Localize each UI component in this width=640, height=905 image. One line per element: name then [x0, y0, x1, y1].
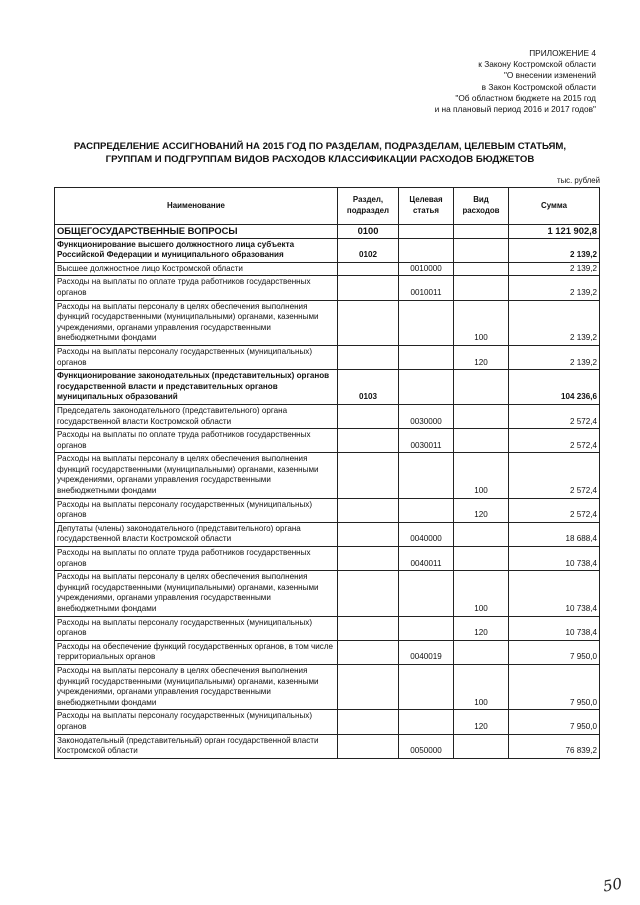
table-row	[55, 404, 600, 428]
cell-name: Расходы на обеспечение функций государственных органов, в том числе территориальных органов	[55, 640, 338, 664]
cell-name: Расходы на выплаты по оплате труда работников государственных органов	[55, 547, 338, 571]
cell-name: Функционирование законодательных (представительных) органов государственной власти и представительных органов муниципальных образований	[55, 370, 338, 405]
cell-kind: 100	[454, 300, 509, 345]
cell-name: Расходы на выплаты по оплате труда работников государственных органов	[55, 429, 338, 453]
cell-name: Расходы на выплаты персоналу государственных (муниципальных) органов	[55, 345, 338, 369]
table-row	[55, 429, 600, 453]
cell-target: 0030000	[399, 404, 454, 428]
cell-name: Расходы на выплаты персоналу государственных (муниципальных) органов	[55, 616, 338, 640]
cell-sum: 10 738,4	[509, 547, 600, 571]
table-row	[55, 262, 600, 276]
table-header-row	[55, 188, 600, 225]
table-row	[55, 370, 600, 405]
table-row	[55, 640, 600, 664]
budget-table	[54, 187, 600, 759]
table-row	[55, 522, 600, 546]
cell-section	[338, 547, 399, 571]
table-row	[55, 616, 600, 640]
cell-name: Расходы на выплаты персоналу государственных (муниципальных) органов	[55, 710, 338, 734]
cell-section: 0103	[338, 370, 399, 405]
cell-target	[399, 571, 454, 616]
table-row	[55, 734, 600, 758]
cell-sum: 7 950,0	[509, 640, 600, 664]
cell-section	[338, 300, 399, 345]
cell-kind	[454, 262, 509, 276]
cell-sum: 2 139,2	[509, 238, 600, 262]
cell-section	[338, 404, 399, 428]
cell-target: 0050000	[399, 734, 454, 758]
cell-name: Расходы на выплаты персоналу государственных (муниципальных) органов	[55, 498, 338, 522]
cell-kind	[454, 404, 509, 428]
cell-sum: 18 688,4	[509, 522, 600, 546]
table-row	[55, 664, 600, 709]
cell-target	[399, 453, 454, 498]
cell-kind: 100	[454, 571, 509, 616]
appendix-line: к Закону Костромской области	[478, 59, 596, 70]
cell-sum: 7 950,0	[509, 710, 600, 734]
cell-target	[399, 238, 454, 262]
cell-sum: 2 572,4	[509, 498, 600, 522]
document-title	[40, 140, 600, 166]
cell-section	[338, 429, 399, 453]
table-row	[55, 276, 600, 300]
appendix-line: "Об областном бюджете на 2015 год	[455, 92, 596, 103]
cell-section	[338, 498, 399, 522]
cell-sum: 2 572,4	[509, 404, 600, 428]
appendix-header	[336, 48, 596, 115]
cell-kind: 100	[454, 453, 509, 498]
cell-sum: 2 572,4	[509, 453, 600, 498]
cell-section	[338, 571, 399, 616]
cell-name: Депутаты (члены) законодательного (представительного) органа государственной власти Костромской области	[55, 522, 338, 546]
table-row	[55, 453, 600, 498]
cell-name: Председатель законодательного (представительного) органа государственной власти Костромской области	[55, 404, 338, 428]
cell-kind: 100	[454, 664, 509, 709]
cell-kind	[454, 640, 509, 664]
appendix-line: и на плановый период 2016 и 2017 годов"	[434, 104, 596, 115]
cell-sum: 7 950,0	[509, 664, 600, 709]
cell-kind: 120	[454, 616, 509, 640]
cell-section	[338, 664, 399, 709]
cell-name: Расходы на выплаты по оплате труда работников государственных органов	[55, 276, 338, 300]
cell-sum: 104 236,6	[509, 370, 600, 405]
cell-target: 0010011	[399, 276, 454, 300]
cell-target	[399, 616, 454, 640]
cell-sum: 76 839,2	[509, 734, 600, 758]
cell-sum: 2 572,4	[509, 429, 600, 453]
cell-kind	[454, 225, 509, 239]
table-row	[55, 710, 600, 734]
cell-target: 0040000	[399, 522, 454, 546]
cell-name: Расходы на выплаты персоналу в целях обеспечения выполнения функций государственными (муниципальными) органами, казенными учреждениями, органами управления государственными внебюджетными фондами	[55, 664, 338, 709]
cell-kind	[454, 276, 509, 300]
cell-target	[399, 225, 454, 239]
cell-section	[338, 522, 399, 546]
cell-target: 0040019	[399, 640, 454, 664]
cell-kind	[454, 734, 509, 758]
appendix-line: ПРИЛОЖЕНИЕ 4	[529, 48, 596, 58]
cell-section	[338, 616, 399, 640]
cell-kind: 120	[454, 345, 509, 369]
table-row	[55, 300, 600, 345]
cell-name: ОБЩЕГОСУДАРСТВЕННЫЕ ВОПРОСЫ	[55, 225, 338, 239]
cell-sum: 10 738,4	[509, 571, 600, 616]
cell-sum: 10 738,4	[509, 616, 600, 640]
cell-name: Расходы на выплаты персоналу в целях обеспечения выполнения функций государственными (муниципальными) органами, казенными учреждениями, органами управления государственными внебюджетными фондами	[55, 453, 338, 498]
cell-kind	[454, 370, 509, 405]
cell-section	[338, 453, 399, 498]
table-body	[55, 225, 600, 759]
cell-section	[338, 640, 399, 664]
cell-section: 0100	[338, 225, 399, 239]
cell-kind	[454, 429, 509, 453]
table-row	[55, 345, 600, 369]
table-row	[55, 571, 600, 616]
cell-target	[399, 498, 454, 522]
cell-target: 0040011	[399, 547, 454, 571]
table-row	[55, 498, 600, 522]
cell-sum: 2 139,2	[509, 345, 600, 369]
cell-name: Расходы на выплаты персоналу в целях обеспечения выполнения функций государственными (муниципальными) органами, казенными учреждениями, органами управления государственными внебюджетными фондами	[55, 571, 338, 616]
cell-target	[399, 664, 454, 709]
cell-section	[338, 276, 399, 300]
cell-sum: 1 121 902,8	[509, 225, 600, 239]
cell-kind: 120	[454, 498, 509, 522]
table-row	[55, 225, 600, 239]
document-title-line: РАСПРЕДЕЛЕНИЕ АССИГНОВАНИЙ НА 2015 ГОД ПО РАЗДЕЛАМ, ПОДРАЗДЕЛАМ, ЦЕЛЕВЫМ СТАТЬЯМ,	[73, 141, 567, 152]
cell-name: Функционирование высшего должностного лица субъекта Российской Федерации и муниципального образования	[55, 238, 338, 262]
cell-sum: 2 139,2	[509, 276, 600, 300]
cell-name: Высшее должностное лицо Костромской области	[55, 262, 338, 276]
appendix-line: в Закон Костромской области	[481, 81, 596, 92]
cell-target	[399, 370, 454, 405]
cell-target: 0030011	[399, 429, 454, 453]
cell-name: Расходы на выплаты персоналу в целях обеспечения выполнения функций государственными (муниципальными) органами, казенными учреждениями, органами управления государственными внебюджетными фондами	[55, 300, 338, 345]
cell-section	[338, 345, 399, 369]
cell-kind	[454, 522, 509, 546]
cell-sum: 2 139,2	[509, 300, 600, 345]
units-label: тыс. рублей	[557, 176, 600, 185]
column-header-sum: Сумма	[509, 188, 600, 225]
table-row	[55, 547, 600, 571]
cell-kind: 120	[454, 710, 509, 734]
table-row	[55, 238, 600, 262]
cell-name: Законодательный (представительный) орган государственной власти Костромской области	[55, 734, 338, 758]
cell-section	[338, 710, 399, 734]
column-header-target: Целевая статья	[399, 188, 454, 225]
column-header-name: Наименование	[55, 188, 338, 225]
cell-target	[399, 300, 454, 345]
column-header-kind: Вид расходов	[454, 188, 509, 225]
appendix-line: "О внесении изменений	[503, 70, 596, 81]
cell-kind	[454, 547, 509, 571]
cell-target	[399, 345, 454, 369]
column-header-section: Раздел, подраздел	[338, 188, 399, 225]
cell-kind	[454, 238, 509, 262]
cell-section: 0102	[338, 238, 399, 262]
document-title-line: ГРУППАМ И ПОДГРУППАМ ВИДОВ РАСХОДОВ КЛАССИФИКАЦИИ РАСХОДОВ БЮДЖЕТОВ	[105, 154, 535, 165]
cell-target: 0010000	[399, 262, 454, 276]
cell-target	[399, 710, 454, 734]
cell-section	[338, 262, 399, 276]
cell-sum: 2 139,2	[509, 262, 600, 276]
cell-section	[338, 734, 399, 758]
page-number: 50	[601, 874, 624, 896]
